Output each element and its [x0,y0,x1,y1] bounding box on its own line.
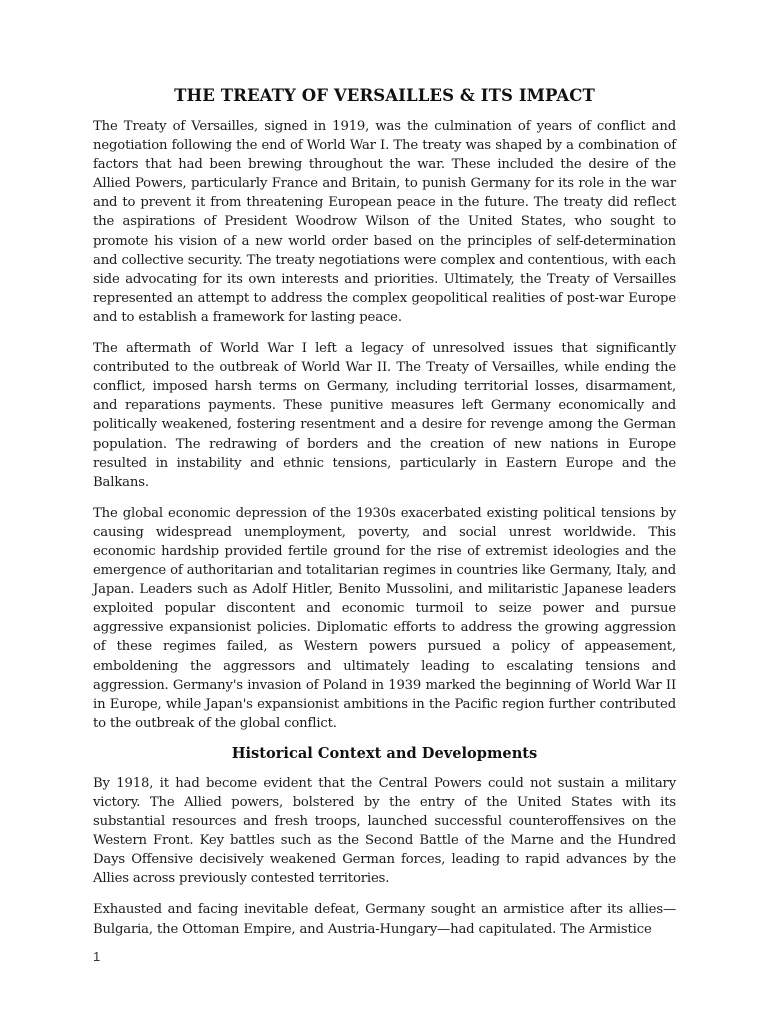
section-heading: Historical Context and Developments [231,744,538,762]
page-number: 1 [93,949,101,964]
page-content [93,86,676,951]
paragraph: By 1918, it had become evident that the Central Powers could not sustain a military victory. The Allied powers, bolstered by the entry of the United States with its substantial resources and fresh troops, launched successful counteroffensives on the Western Front. Key battles such as the Second Battle of the Marne and the Hundred Days Offensive decisively weakened German forces, leading to rapid advances by the Allies across previously contested territories. [93,775,676,887]
paragraph: The aftermath of World War I left a legacy of unresolved issues that significantly contributed to the outbreak of World War II. The Treaty of Versailles, while ending the conflict, imposed harsh terms on Germany, including territorial losses, disarmament, and reparations payments. These punitive measures left Germany economically and politically weakened, fostering resentment and a desire for revenge among the German population. The redrawing of borders and the creation of new nations in Europe resulted in instability and ethnic tensions, particularly in Eastern Europe and the Balkans. [93,341,676,490]
paragraph: The Treaty of Versailles, signed in 1919, was the culmination of years of conflict and negotiation following the end of World War I. The treaty was shaped by a combination of factors that had been brewing throughout the war. These included the desire of the Allied Powers, particularly France and Britain, to punish Germany for its role in the war and to prevent it from threatening European peace in the future. The treaty did reflect the aspirations of President Woodrow Wilson of the United States, who sought to promote his vision of a new world order based on the principles of self-determination and collective security. The treaty negotiations were complex and contentious, with each side advocating for its own interests and priorities. Ultimately, the Treaty of Versailles represented an attempt to address the complex geopolitical realities of post-war Europe and to establish a framework for lasting peace. [93,119,676,325]
document-title: THE TREATY OF VERSAILLES & ITS IMPACT [174,86,595,105]
paragraph: The global economic depression of the 1930s exacerbated existing political tensions by causing widespread unemployment, poverty, and social unrest worldwide. This economic hardship provided fertile ground for the rise of extremist ideologies and the emergence of authoritarian and totalitarian regimes in countries like Germany, Italy, and Japan. Leaders such as Adolf Hitler, Benito Mussolini, and militaristic Japanese leaders exploited popular discontent and economic turmoil to seize power and pursue aggressive expansionist policies. Diplomatic efforts to address the growing aggression of these regimes failed, as Western powers pursued a policy of appeasement, emboldening the aggressors and ultimately leading to escalating tensions and aggression. Germany's invasion of Poland in 1939 marked the beginning of World War II in Europe, while Japan's expansionist ambitions in the Pacific region further contributed to the outbreak of the global conflict. [93,505,676,731]
paragraph: Exhausted and facing inevitable defeat, Germany sought an armistice after its allies—Bulgaria, the Ottoman Empire, and Austria-Hungary—had capitulated. The Armistice [93,902,676,937]
